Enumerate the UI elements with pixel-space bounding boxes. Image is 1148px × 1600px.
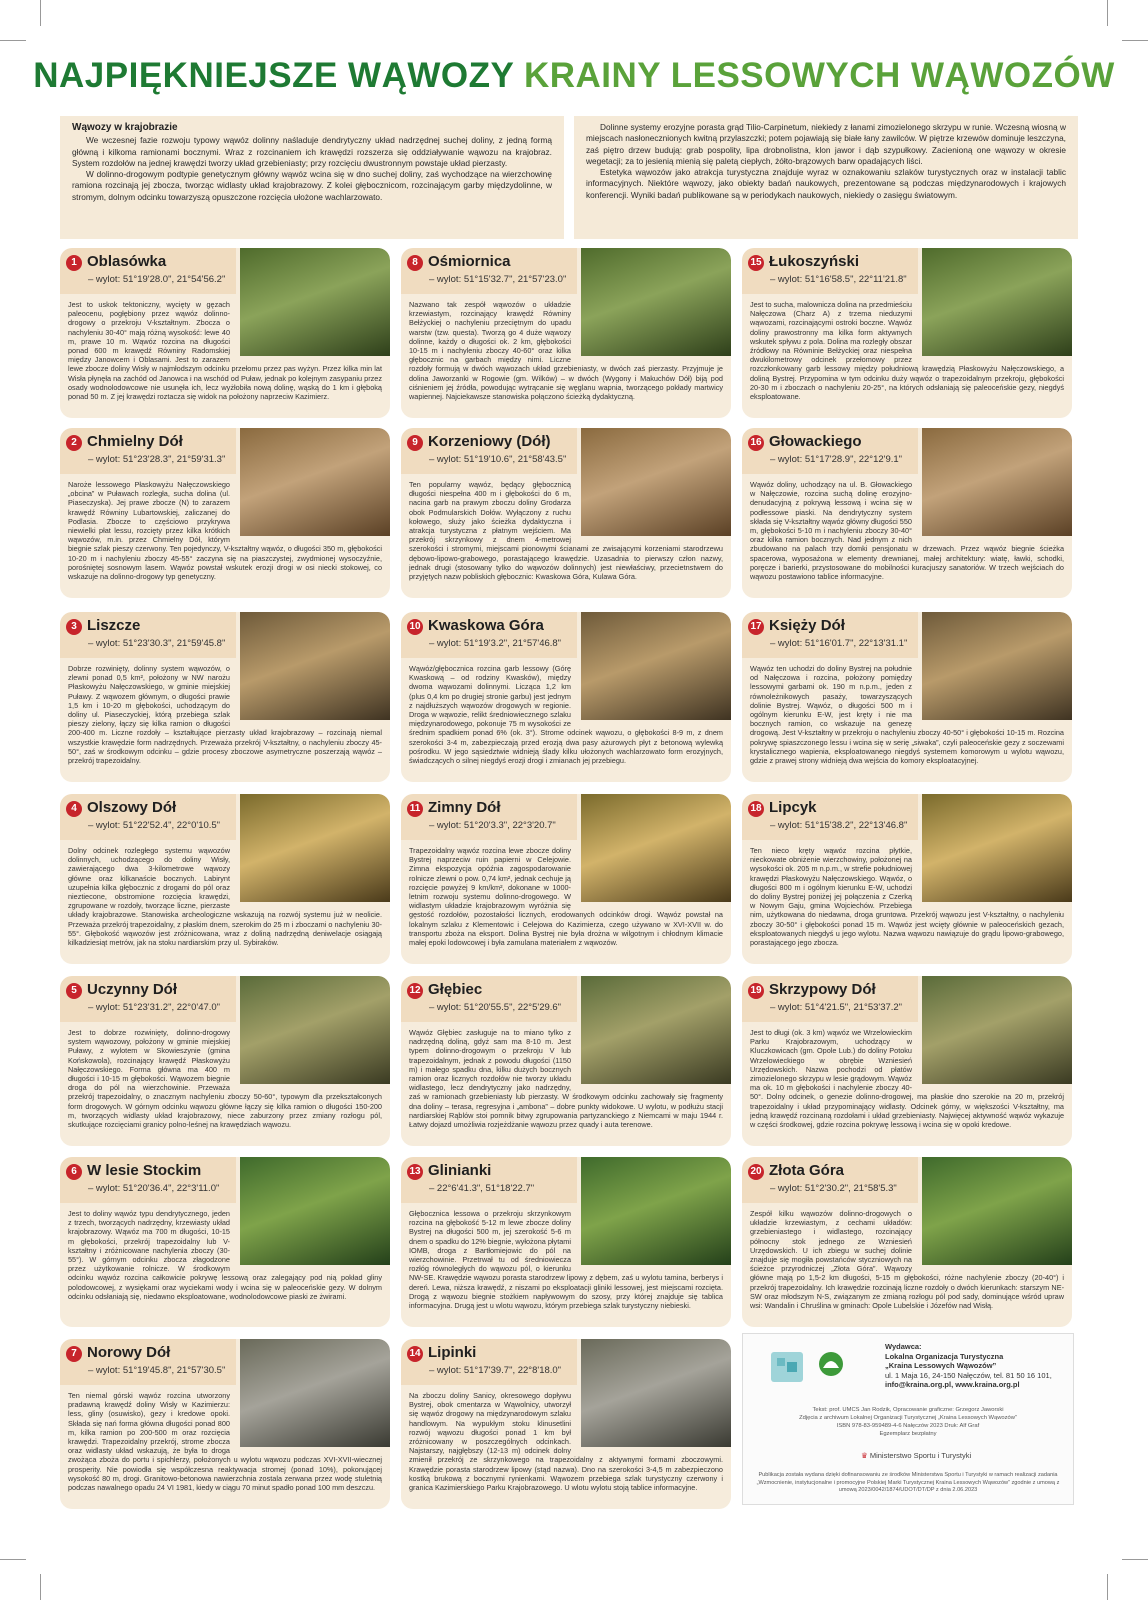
- ravine-card: [60, 248, 390, 418]
- publisher-org: Lokalna Organizacja Turystyczna: [885, 1351, 1004, 1361]
- card-description: [68, 1209, 382, 1321]
- card-coordinates: – wylot: 51°22'52.4", 22°0'10.5": [88, 820, 221, 831]
- card-text: Jest to doliny wąwóz typu dendrytycznego, jeden z trzech, tworzących nadrzędny, krzewiasty układ krajobrazowy. Wąwóz ma 700 m długości, 10-15 m głębokości, przekrój trapezoidalny lub V-kształtny i zróżnicowane nachylenia zboczy (30-55°). W górnym odcinku zbocza złagodzone przez użytkowanie rolnicze. W środkowym odcinku wąwóz rozcina całkowicie pokrywę lessową oraz zalegający pod nią pokład gliny polodowcowej, z wysiękami oraz wyciekami wody i wcina się w paleoceńskie gezy. W dolnym odcinku odsłaniają się, niedawno eksploatowane, wodnolodowcowe piaski ze żwirami.: [68, 1209, 382, 1301]
- card-number-badge: 11: [407, 801, 423, 817]
- card-title: Księży Dół: [769, 617, 845, 634]
- ravine-card: [60, 428, 390, 598]
- credits-line: Zdjęcia z archiwum Lokalnej Organizacji Turystycznej „Kraina Lessowych Wąwozów”: [799, 1415, 1017, 1421]
- card-number-badge: 14: [407, 1346, 423, 1362]
- crop-mark: [1107, 1574, 1108, 1600]
- card-title: Zimny Dół: [428, 799, 501, 816]
- ministry-logo: [861, 1451, 971, 1460]
- credits-line: ISBN 978-83-959489-4-6 Nałęczów 2023 Druk: Alf Graf: [836, 1423, 980, 1429]
- card-number-badge: 4: [66, 801, 82, 817]
- card-text: Jest to długi (ok. 3 km) wąwóz we Wrzelowieckim Parku Krajobrazowym, uchodzący w Kluczkowicach (gm. Opole Lub.) do doliny Potoku Wrzelowieckiego w obrębie Wzniesień Urzędowskich. Nazwa pochodzi od płatów zimozielonego skrzypu w lesie grądowym. Wąwóz ma ok. 10 m głębokości i nachylenie zboczy 40-50°. Dolny odcinek, o genezie dolinno-drogowej, ma płaskie dno szerokie na 20 m, przekrój trapezoidalny i układ przypominający widlasty. Odcinek górny, w większości V-kształtny, ma jedną krawędź rozcinaną rozdołami i układ grzebieniasty. Najwięcej aktywność wąwóz wykazuje w części środkowej, gdzie rozcina pokrywę lessową i wcina się w opoki kredowe.: [750, 1028, 1064, 1130]
- card-number-badge: 2: [66, 435, 82, 451]
- intro-paragraph: Estetyka wąwozów jako atrakcja turystyczna znajduje wyraz w oznakowaniu szlaków turystycznych oraz w instalacji tablic informacyjnych. Niektóre wąwozy, jako obiekty badań naukowych, prezentowane są podczas międzynarodowych i krajowych konferencji. Wyniki badań publikowane są w periodykach naukowych, niekiedy o zasięgu światowym.: [586, 167, 1066, 200]
- card-coordinates: – wylot: 51°17'39.7", 22°8'18.0": [429, 1365, 562, 1376]
- card-coordinates: – wylot: 51°19'3.2", 21°57'46.8": [429, 638, 562, 649]
- card-text: Na zboczu doliny Sanicy, okresowego dopływu Bystrej, obok cmentarza w Wąwolnicy, utworzył się wąwóz drogowy na międzynarodowym szlaku handlowym. Na wypukłym stoku klinusetlini rozwój wąwozu długości ponad 1 km był zróżnicowany w poszczególnych odcinkach. Najstarszy, najgłębszy (12-13 m) odcinek dolny zmienił przekrój ze skrzynkowego na trapezoidalny z aktywnymi formami zboczowymi. Krawędzie porasta starodrzew lipowy (stąd nazwa). Dno na szerokości 3-4,5 m zabezpieczono kostką brukową z bocznymi rynienkami. Wąwozem przebiega szlak turystyczny czerwony i granica Kazimierskiego Parku Krajobrazowego. U wlotu wylotu stoją tablice informacyjne.: [409, 1391, 723, 1493]
- crop-mark: [0, 1559, 26, 1560]
- ravine-card: [401, 794, 731, 964]
- crop-mark: [0, 40, 26, 41]
- crop-mark: [40, 0, 41, 26]
- card-title: Uczynny Dół: [87, 981, 178, 998]
- card-text: Jest to sucha, malownicza dolina na przedmieściu Nałęczowa (Charz A) z trzema nieduzymi wąwozami, rozcinającymi ostroki boczne. Wąwóz doliny prawostronny ma kilka form aktywnych wskutek spływu z pola. Dolina ma rozległy obszar źródłowy na Równinie Bełżyckiej oraz niespełna dwukilometrowy odcinek przełomowy przez rozczłonkowany garb lessowy między południową krawędzią Płaskowyżu Nałęczowskiego, a doliną Bystrej. Przypomina w tym odcinku duży wąwóz o trapezoidalnym przekroju, głębokości 20-30 m i zboczach o nachyleniu 20-25°, na których odsłaniają się paleoceńskie gezy, niegdyś eksploatowane.: [750, 300, 1064, 402]
- ministry-name: Ministerstwo Sportu i Turystyki: [869, 1451, 972, 1460]
- ravine-card: [742, 248, 1072, 418]
- credits-line: Egzemplarz bezpłatny: [879, 1431, 937, 1437]
- card-title: Głowackiego: [769, 433, 862, 450]
- card-title: W lesie Stockim: [87, 1162, 202, 1179]
- card-coordinates: – wylot: 51°4'21.5", 21°53'37.2": [770, 1002, 903, 1013]
- card-description: [68, 480, 382, 592]
- publisher-box: [742, 1333, 1074, 1505]
- card-number-badge: 3: [66, 619, 82, 635]
- card-number-badge: 17: [748, 619, 764, 635]
- card-title: Skrzypowy Dół: [769, 981, 876, 998]
- intro-heading: Wąwozy w krajobrazie: [72, 122, 178, 133]
- card-coordinates: – wylot: 51°17'28.9", 22°12'9.1": [770, 454, 903, 465]
- card-coordinates: – wylot: 51°20'36.4", 22°3'11.0": [88, 1183, 220, 1194]
- card-title: Glinianki: [428, 1162, 492, 1179]
- card-number-badge: 5: [66, 983, 82, 999]
- ravine-card: [401, 612, 731, 782]
- card-description: [68, 846, 382, 958]
- card-title: Łukoszyński: [769, 253, 860, 270]
- card-text: Ten popularny wąwóz, będący głębocznicą długości niespełna 400 m i głębokości do 6 m, nacina garb na prawym zboczu doliny Grodarza obok Podmularskich Dołów. Wyłączony z ruchu kołowego, służy jako ścieżka dydaktyczna i atrakcja turystyczna z płatnym wejściem. Ma przekrój skrzynkowy z dnem 4-metrowej szerokości i stromymi, miejscami pionowymi ścianami ze zwisającymi korzeniami starodrzewu dębowo-lipowo-grabowego, porastającego krawędzie. Uzasadnia to pierwszy człon nazwy, jednak drugi (stosowany tylko do wąwozów dolinnych) jest niewłaściwy, przecietnstwem do przyjętych nazw pobliskich głębocznic: Kwaskowa Góra, Kulawa Góra.: [409, 480, 723, 582]
- publisher-contact: info@kraina.org.pl, www.kraina.org.pl: [885, 1380, 1020, 1389]
- card-description: [409, 480, 723, 592]
- card-description: [409, 1209, 723, 1321]
- card-description: [750, 1028, 1064, 1140]
- ravine-card: [60, 612, 390, 782]
- card-number-badge: 18: [748, 801, 764, 817]
- publisher-info: [885, 1342, 1052, 1390]
- card-title: Lipinki: [428, 1344, 477, 1361]
- card-text: Jest to dobrze rozwinięty, dolinno-drogowy system wąwozowy, położony w gminie miejskiej Puławy, z wylotem w Skowieszynie (gmina Końskowola), rozcinający krawędź Płaskowyżu Nałęczowskiego. Forma główna ma 400 m długości i 10-15 m głębokości. Wąwozem biegnie droga do pól na wierzchowinie. Przeważa przekrój trapezoidalny, o znacznym nachyleniu zboczy 50-60°, typowym dla przekształconych form drogowych. W górnym odcinku wąwozu główne łączy się kilka ramion o długości 150-200 m, tworzących widlasty układ krajobrazowy, niece zaburzony przez zmiany rozłogu pól, skutkujące rozcięciami granicy polno-leśnej na krawędziach wąwozu.: [68, 1028, 382, 1130]
- intro-left-box: [60, 116, 564, 239]
- crop-mark: [1107, 0, 1108, 26]
- card-text: Wąwóz/głębocznica rozcina garb lessowy (Górę Kwaskową – od rodziny Kwasków), między dwoma wąwozami dolinnymi. Licząca 1,2 km (plus 0,4 km po drugiej stronie garbu) jest jednym z najdłuższych wąwozów drogowych w regionie. Droga w wąwozie, relikt średniowiecznego szlaku międzynarodowego, pokonuje 75 m wysokości ze średnim spadkiem ponad 6% (ok. 3°). Strome odcinek wąwozu, o głębokości 8-9 m, z dnem szerokości 3-4 m, zabezpieczają przed erozją dwa pasy ażurowych płyt z betonową wylewką pośrodku. W jego sąsiedztwie widnieją ślady kilku ułożonych wachlarzowato form erozyjnych, świadczących o silnej niegdyś erozji drogi i zmianach jej przebiegu.: [409, 664, 723, 766]
- card-description: [750, 300, 1064, 412]
- crop-mark: [1122, 40, 1148, 41]
- ravine-card: [401, 428, 731, 598]
- card-text: Ten niemal górski wąwóz rozcina utworzony pradawną krawędź doliny Wisły w Kazimierzu: less, gliny (osuwisko), gezy i kredowe opoki. Składa się nań forma główna długości ponad 800 m, kilka ramion po 200-500 m oraz rozcięcia krawędzi. Trapezoidalny przekrój, strome zbocza oraz widlasty układ wskazują, że była to droga zwożąca zboża do portu i spichlerzy, położonych u wylotu wąwozu podczas XVI-XVII-wiecznej prosperity. Nie powiodła się współczesna reaktywacja stromej (ponad 10%), pokonującej wysokość 80 m, drogi. Granitowo-betonowa nawierzchnia zostala zerwana przez wodę stuletnią podczas nawalnego opadu 24 VI 1981, kiedy w ciągu 70 minut spadło ponad 100 mm deszczu.: [68, 1391, 382, 1493]
- ravine-card: [742, 612, 1072, 782]
- card-text: Zespół kilku wąwozów dolinno-drogowych o układzie krzewiastym, z cechami układów: grzebieniastego i widlastego, rozcinający północny stok jednego ze Wzniesień Urzędowskich. U ich zbiegu w suchej dolinie znajduje się mogiła powstańców styczniowych na ścieżce przyrodniczej „Złota Góra”. Wąwozy główne mają po 1,5-2 km długości, 5-15 m głębokości, różne nachylenie zboczy (20-40°) i przekrój trapezoidalny. Ich krawędzie rozcinają liczne rozdoły o dwóch kierunkach: starszym NE-SW oraz młodszym N-S, związanym ze zmianą rozłogu pól pod sady, dominujące wśród upraw wsi: Wandalin i Chruślina w gminach: Opole Lubelskie i Józefów nad Wisłą.: [750, 1209, 1064, 1311]
- intro-right-box: [574, 116, 1078, 239]
- ravine-card: [742, 976, 1072, 1146]
- credits: [753, 1406, 1063, 1438]
- intro-paragraph: Dolinne systemy erozyjne porasta grąd Tilio-Carpinetum, niekiedy z łanami zimozielonego skrzypu w runie. Wczesną wiosną w miejscach nasłonecznionych kwitną przylaszczki; potem pojawiają się białe łany zawilców. W piętrze krzewów dominuje leszczyna, zaś piętro drzew budują: grab pospolity, lipa drobnolistna, klon jawor i dąb szypułkowy. Zacienioną one wąwozy w okresie wegetacji; za to jesienią mienią się paletą ciepłych, żółto-brązowych barw opadających liści.: [586, 122, 1066, 166]
- card-number-badge: 12: [407, 983, 423, 999]
- card-coordinates: – wylot: 51°20'3.3", 22°3'20.7": [429, 820, 556, 831]
- card-description: [409, 1391, 723, 1503]
- publisher-label: Wydawca:: [885, 1342, 922, 1351]
- card-number-badge: 20: [748, 1164, 764, 1180]
- card-description: [409, 1028, 723, 1140]
- publisher-org: „Kraina Lessowych Wąwozów”: [885, 1361, 997, 1370]
- credits-line: Tekst: prof. UMCS Jan Rodzik, Opracowanie graficzne: Grzegorz Jaworski: [812, 1407, 1004, 1413]
- title-part-1: NAJPIĘKNIEJSZE WĄWOZY: [33, 56, 514, 95]
- card-coordinates: – wylot: 51°23'30.3", 21°59'45.8": [88, 638, 226, 649]
- card-coordinates: – wylot: 51°23'31.2", 22°0'47.0": [88, 1002, 221, 1013]
- card-coordinates: – wylot: 51°2'30.2", 21°58'5.3": [770, 1183, 897, 1194]
- ravine-card: [60, 794, 390, 964]
- ravine-card: [60, 1157, 390, 1327]
- card-title: Korzeniowy (Dół): [428, 433, 551, 450]
- card-description: [409, 300, 723, 412]
- card-number-badge: 9: [407, 435, 423, 451]
- card-title: Norowy Dół: [87, 1344, 171, 1361]
- card-description: [750, 846, 1064, 958]
- ravine-card: [60, 1339, 390, 1509]
- card-number-badge: 15: [748, 255, 764, 271]
- card-description: [68, 664, 382, 776]
- eagle-icon: ♛: [861, 1451, 868, 1460]
- card-description: [750, 480, 1064, 592]
- card-text: Ten nieco kręty wąwóz rozcina płytkie, nieckowate obniżenie wierzchowiny, położonej na wysokości ok. 205 m n.p.m., w strefie południowej krawędzi Płaskowyżu Nałęczowskiego. Wąwóz, o długości 800 m i ogólnym kierunku E-W, uchodzi do doliny Bystrej poniżej jej połączenia z Czerką w Nowym Gaju, gmina Wojciechów. Przebiega nim, użytkowana do niedawna, droga gruntowa. Przekrój wąwozu jest V-kształtny, o nachyleniu zboczy 30-50° i głębokości ponad 15 m. Wąwóz jest wcięty głównie w paleoceńskich gezach, eksploatowanych niegdyś u jego wylotu. Nazwa wąwozu nawiązuje do grądu lipowo-grabowego, porastającego jego zbocza.: [750, 846, 1064, 948]
- card-title: Ośmiornica: [428, 253, 511, 270]
- card-description: [750, 664, 1064, 776]
- publisher-logos: [769, 1348, 859, 1388]
- card-text: Głębocznica lessowa o przekroju skrzynkowym rozcina na głębokość 5-12 m lewe zbocze doliny Bystrej na długości 500 m, jej szerokość 5-6 m dnem o spadku do 12% biegnie, wyłożona płytami IOMB, droga z Bartłomiejowic do pól na wierzchowinie. Przetrwał tu od średniowiecza rozłóg równoległych do wąwozu pól, o kierunku NW-SE. Krawędzie wąwozu porasta starodrzew lipowy z dębem, zaś u wylotu tamina, berberys i dereń. Lewa, niższa krawędź, z niszami po eksploatacji gliniki lessowej, jest miejscami rozcięta. Drogą z wąwozu biegnie stożkiem napływowym do szosy, przy której znajduje się tablica informacyjna. Drugą jest u wlotu wąwozu, którym przebiega szlak turystyczny niebieski.: [409, 1209, 723, 1311]
- ravine-card: [401, 976, 731, 1146]
- card-text: Wąwóz doliny, uchodzący na ul. B. Głowackiego w Nałęczowie, rozcina suchą dolinę erozyjno-denudacyjną z pokrywą lessową i wcina się w podłessowe piaski. Na dendrytyczny system składa się V-kształtny wąwóz główny długości 550 m, głębokości 5-10 m i nachyleniu zboczy 30-40° oraz kilka ramion bocznych. Nad jednym z nich zbudowano na palach trzy domki pensjonatu w drzewach. Przez wąwóz biegnie ścieżka spacerowa, wyposażona w elementy drewnianej, małej architektury: wiatę, ławki, schodki, poręcze i barierki, przystosowane do mobilności kuracjuszy sanatoriów. W trzech wejściach do wąwozu postawiono tablice informacyjne.: [750, 480, 1064, 582]
- card-description: [68, 1028, 382, 1140]
- card-number-badge: 6: [66, 1164, 82, 1180]
- card-title: Kwaskowa Góra: [428, 617, 544, 634]
- ravine-card: [401, 1339, 731, 1509]
- ravine-card: [742, 428, 1072, 598]
- card-coordinates: – wylot: 51°19'28.0", 21°54'56.2": [88, 274, 226, 285]
- card-number-badge: 8: [407, 255, 423, 271]
- card-description: [68, 300, 382, 412]
- crop-mark: [40, 1574, 41, 1600]
- card-number-badge: 13: [407, 1164, 423, 1180]
- card-title: Głębiec: [428, 981, 483, 998]
- card-description: [68, 1391, 382, 1503]
- card-number-badge: 10: [407, 619, 423, 635]
- card-coordinates: – wylot: 51°20'55.5", 22°5'29.6": [429, 1002, 562, 1013]
- card-number-badge: 19: [748, 983, 764, 999]
- card-description: [750, 1209, 1064, 1321]
- card-text: Trapezoidalny wąwóz rozcina lewe zbocze doliny Bystrej naprzeciw ruin papierni w Celejowie. Zimna ekspozycja opóźnia zagospodarowanie rolnicze zlewni o pow. 0,74 km², jednak cechuje ją rozcięcie powyżej 9 km/km², dokonane w 1000-letnim rozwoju systemu dolinno-drogowego. W widlastym układzie krajobrazowym wyróżnia się gęstość rozdołów, pozostałości licznych, erodowanych odcinków drogi. Wąwóz powstał na lokalnym szlaku z Klementowic i Celejowa do Kazimierza, czego używano w XVI-XVII w. do transportu zboża na eksport. Dolina Bystrej nie była drożna w wilgotnym i chłodnym klimacie małej epoki lodowcowej i była zamulana materiałem z wąwozów.: [409, 846, 723, 948]
- card-text: Jest to uskok tektoniczny, wycięty w gęzach paleocenu, pogłębiony przez wąwóz dolinno-drogowy o przekroju V-kształtnym. Zbocza o nachyleniu 30-40° mają różną wysokość: lewe 40 m, prawe 10 m. Wąwóz rozcina na długości ponad 600 m krawędź Równiny Radomskiej między Janowcem i Oblasami. Jest to zarazem lewe zbocze doliny Wisły w najmłodszym odcinku przełomu przez pas wyżyn. Przez kilka min lat Wisła płynęła na zachód od Janowca i na wschód od Puław, jednak po kolejnym zasypaniu przez osady wodnolodowcowe nie usunęła ich, lecz wyżłobiła nową dolinę, wąską do 1 km i głęboką ponad 50 m. Z jej krawędzi roztacza się widok na położony naprzeciw Kazimierz.: [68, 300, 382, 402]
- card-coordinates: – wylot: 51°15'38.2", 22°13'46.8": [770, 820, 908, 831]
- card-coordinates: – wylot: 51°16'58.5", 22°11'21.8": [770, 274, 907, 285]
- card-title: Oblasówka: [87, 253, 167, 270]
- card-text: Wąwóz ten uchodzi do doliny Bystrej na południe od Nałęczowa i rozcina, położony pomiędzy lessowymi garbami ok. 190 m n.p.m., jeden z równoleżnikowych pasaży, towarzyszących dolinie Bystrej. Wąwóz, o długości 500 m i ogólnym kierunku E-W, jest kręty i nie ma bocznych ramion, co wskazuje na genezę drogową. Jest V-kształtny w przekroju o nachyleniu zboczy 40-50° i głębokości 10-15 m. Rozcina pokrywę spiaszczonego lessu i wcina się w serię „siwaka”, czyli paleoceńskie gezy z soczewami krystalicznego wapienia, eksploatowanego niegdyś systemem komorowym u wylotu wąwozu, gdzie z prawej strony widnieją dwa wejścia do komory eksploatacyjnej.: [750, 664, 1064, 766]
- card-coordinates: – wylot: 51°19'45.8", 21°57'30.5": [88, 1365, 226, 1376]
- card-text: Nazwano tak zespół wąwozów o układzie krzewiastym, rozcinający krawędź Równiny Bełżyckiej o nachyleniu przeciętnym do upadu warstw (tzw. questa). Tworzą go 4 duże wąwozy dolinne, każdy o długości ok. 2 km, głębokości 10-15 m i nachyleniu zboczy 40-60° oraz kilka głębocznic na garbach między nimi. Liczne rozdoły formują w dwóch wąwozach układ grzebieniasty, w dwóch zaś pierzasty. Przyjmuje je dolina Jaworzanki w Rogowie (gm. Wilków) – w dwóch (Wygony i Makuchów Dół) biją pod ciśnieniem jej źródła, powodując wytrącanie się węglanu wapnia, tworzącego pokłady martwicy wapiennej. Najciekawsze stanowiska połączono ścieżką dydaktyczną.: [409, 300, 723, 402]
- card-text: Wąwóz Głębiec zasługuje na to miano tylko z nadrzędną doliną, gdyż sam ma 8-10 m. Jest typem dolinno-drogowym o przekroju V lub trapezoidalnym, jednak z powodu długości (1150 m) i małego spadku dna, kilku dużych bocznych ramion oraz licznych rozdołów nie tworzy układu widlastego, lecz dendrytyczny jako nadrzędny, zaś w ramionach grzebieniasty lub pierzasty. W środkowym odcinku zachowały się fragmenty dna doliny – terasa, regresyjna i „ambona” – dobre punkty widokowe. U wylotu, w podłużu stacji nardiarskiej Rąblów stoi pomnik bitwy zgrupowania partyzanckiego z Niemcami w maju 1944 r. Łatwy dojazd umożliwia rozjeżdżanie wąwozu przez quady i auta terenowe.: [409, 1028, 723, 1130]
- ravine-card: [401, 248, 731, 418]
- intro-paragraph: W dolinno-drogowym podtypie genetycznym główny wąwóz wcina się w dno suchej doliny, zaś wychodzące na wierzchowinę ramiona rozcinają jej zbocza, tworząc widlasty układ krajobrazowy. Z kolei głębocznicom, rozcinającym garby międzydolinne, w stromym, dolnym odcinku towarzyszą opuszczone rozcięcia ułożone wachlarzowato.: [72, 169, 552, 202]
- card-coordinates: – 22°6'41.3", 51°18'22.7": [429, 1183, 535, 1194]
- card-coordinates: – wylot: 51°16'01.7", 22°13'31.1": [770, 638, 908, 649]
- card-title: Olszowy Dół: [87, 799, 177, 816]
- card-number-badge: 1: [66, 255, 82, 271]
- ravine-card: [742, 1157, 1072, 1327]
- card-title: Chmielny Dół: [87, 433, 183, 450]
- card-number-badge: 7: [66, 1346, 82, 1362]
- card-description: [409, 664, 723, 776]
- funding-note: Publikacja została wydana dzięki dofinansowaniu ze środków Ministerstwa Sportu i Turystyki w ramach realizacji zadania „Wzmocnienie, instytucjonalne i promocyjne Polskiej Marki Turystycznej Kraina Lessowych Wąwozów” zgodnie z umową z umową 2023/0042/1874/UDOT/DT/DP z dnia 2.06.2023: [756, 1472, 1060, 1493]
- ravine-card: [60, 976, 390, 1146]
- ravine-card: [742, 794, 1072, 964]
- page-title: [0, 56, 1148, 96]
- title-part-2: KRAINY LESSOWYCH WĄWOZÓW: [523, 56, 1115, 95]
- card-text: Dobrze rozwinięty, dolinny system wąwozów, o zlewni ponad 0,5 km², położony w NW narożu Płaskowyżu Nałęczowskiego, w gminie miejskiej Puławy. Z wąwozem głównym, o długości prawie 1,5 km i 10-20 m głębokości, uchodzącym do doliny ul. Piaseczyckiej, którą przebiega szlak pieszy zielony, łączy się kilka ramion o długości 200-400 m. Liczne rozdoły – kształtujące pierzasty układ krajobrazowy – rozcinają niemal wszystkie krawędzie form nadrzędnych. Przeważa przekrój V-kształtny, o nachyleniu zboczy 45-50°, zaś w środkowym odcinku – gdzie procesy zboczowe asymetryczne poszerzają wąwóz – przekrój trapezoidalny.: [68, 664, 382, 766]
- intro-paragraph: We wczesnej fazie rozwoju typowy wąwóz dolinny naśladuje dendrytyczny układ nadrzędnej suchej doliny, z jedną formą główną i kilkoma ramionami bocznymi. Wraz z rozcinaniem ich krawędzi rozszerza się oddziaływanie wąwozu na krajobraz. System rozdołów na jednej krawędzi tworzy układ grzebieniasty; przy rozcięciu dwustronnym powstaje układ pierzasty.: [72, 135, 552, 168]
- card-title: Liszcze: [87, 617, 141, 634]
- card-coordinates: – wylot: 51°19'10.6", 21°58'43.5": [429, 454, 567, 465]
- card-text: Naroże lessowego Płaskowyżu Nałęczowskiego „obcina” w Puławach rozległa, sucha dolina (ul. Piaseczyska). Jej prawe zbocze (N) to zarazem krawędź Równiny Lubartowskiej, zaliczanej do Podlasia. Zbocze to częściowo przykrywa niewielki płat lessu, rozcięty przez kilka krótkich wąwozów, m.in. przez Chmielny Dół, którym biegnie szlak pieszy czerwony. Ten pojedynczy, V-kształtny wąwóz, o długości 350 m, głębokości 10-20 m i nachyleniu zboczy 45-55° zaczyna się na piaszczystej, zwydmionej wysoczyźnie, porośniętej sosnowym lasem. Wąwóz powstał wskutek erozji drogi w osi niecki stokowej, co wskazuje na dolinno-drogowy typ genetyczny.: [68, 480, 382, 582]
- card-coordinates: – wylot: 51°23'28.3", 21°59'31.3": [88, 454, 226, 465]
- card-title: Lipcyk: [769, 799, 817, 816]
- publisher-address: ul. 1 Maja 16, 24-150 Nałęczów, tel. 81 50 16 101,: [885, 1370, 1052, 1380]
- card-text: Dolny odcinek rozległego systemu wąwozów dolinnych, uchodzącego do doliny Wisły, zawierającego dwa 3-kilometrowe wąwozy główne oraz kilkanaście bocznych. Labirynt uzupełnia kilka głębocznic z drogami do pól oraz nieztiecone, obstromione rozcięcia krawędzi, zgrupowane w rozdoły, tworzące liczne, pierzaste układy krajobrazowe. Stanowiska archeologiczne wskazują na rozwój systemu już w neolicie. Przeważa przekrój trapezoidalny, z płaskim dnem, szerokim do 25 m i zboczami o nachyleniu 30-55°. Głębokość wąwozów jest zróżnicowana, wraz z doliną nadrzędną deniwelacje osiągają kilkadziesiąt metrów, jak na stoku nardiarskim przy ul. Sybiraków.: [68, 846, 382, 948]
- ravine-card: [401, 1157, 731, 1327]
- card-description: [409, 846, 723, 958]
- card-title: Złota Góra: [769, 1162, 845, 1179]
- card-coordinates: – wylot: 51°15'32.7", 21°57'23.0": [429, 274, 567, 285]
- card-number-badge: 16: [748, 435, 764, 451]
- crop-mark: [1122, 1559, 1148, 1560]
